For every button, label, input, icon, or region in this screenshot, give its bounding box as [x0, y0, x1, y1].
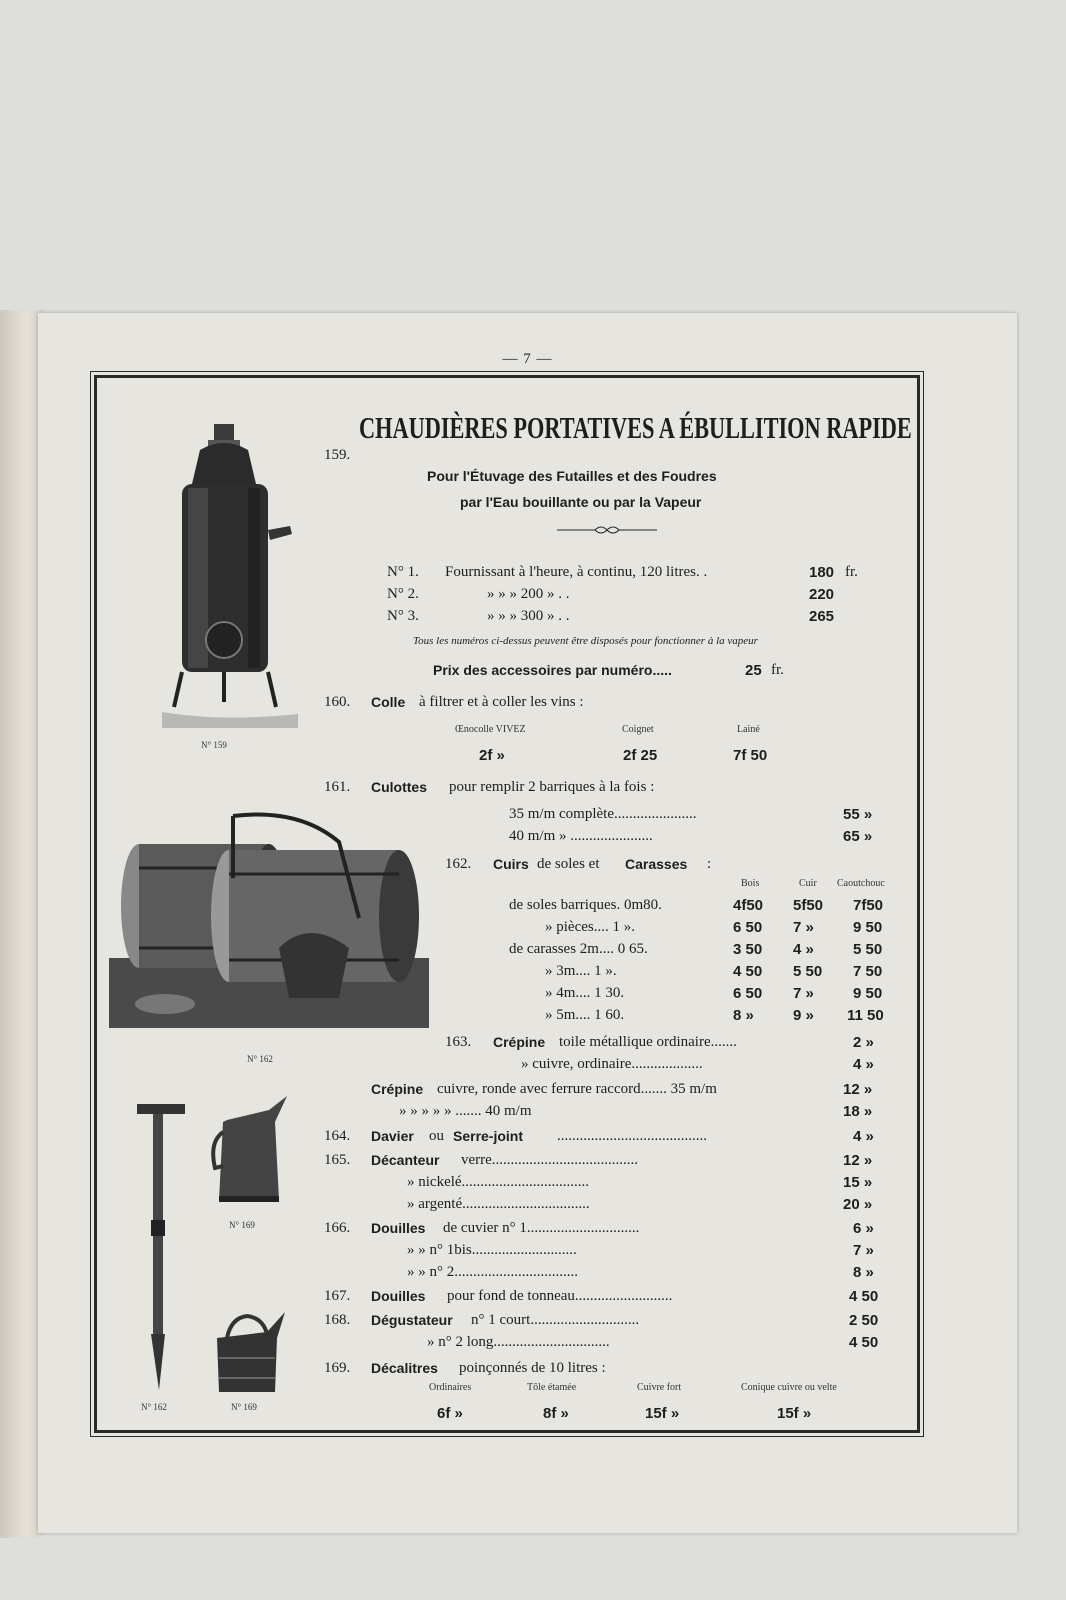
item-162-row-5-c1: 6 50 [733, 985, 763, 1002]
item-162-row-2-c1: 6 50 [733, 919, 763, 936]
item-165-row-3-price: 20 » [843, 1196, 873, 1213]
accessories-price: 25 [745, 662, 762, 679]
item-160-label: à filtrer et à coller les vins : [419, 694, 584, 710]
item-164-price: 4 » [853, 1128, 874, 1145]
item-167-bold: Douilles [371, 1288, 426, 1304]
item-161-label: pour remplir 2 barriques à la fois : [449, 779, 655, 795]
item-163-row-1-desc: toile métallique ordinaire....... [559, 1034, 737, 1050]
jug-illustration [209, 1092, 289, 1208]
item-162-label-bold: Cuirs [493, 856, 529, 872]
crepine-2-price: 12 » [843, 1081, 873, 1098]
item-165-row-1-bold: Décanteur [371, 1152, 440, 1168]
item-160-header-1: Œnocolle VIVEZ [455, 724, 526, 735]
item-168-number: 168. [324, 1312, 351, 1328]
item-163-row-2-price: 4 » [853, 1056, 874, 1073]
item-169-desc: poinçonnés de 10 litres : [459, 1360, 606, 1376]
item-165-number: 165. [324, 1152, 351, 1168]
item-168-row-2-desc: » n° 2 long............................... [427, 1334, 610, 1350]
item-162-row-3-c1: 3 50 [733, 941, 763, 958]
item-164-bold-2: Serre-joint [453, 1128, 524, 1144]
item-159-row-3-desc: » » » 300 » . . [487, 608, 570, 624]
item-164-mid: ou [429, 1128, 444, 1144]
item-162-row-3-c2: 4 » [793, 941, 814, 958]
item-162-row-5-c2: 7 » [793, 985, 814, 1002]
item-169-header-2: Tôle étamée [527, 1382, 577, 1393]
item-159-row-1-unit: fr. [845, 564, 858, 580]
item-169-header-4: Conique cuivre ou velte [741, 1382, 837, 1393]
item-159-row-2-no: N° 2. [387, 586, 419, 602]
crepine-3-desc: » » » » » ....... 40 m/m [399, 1103, 532, 1119]
item-166-row-3-desc: » » n° 2................................. [407, 1264, 578, 1280]
item-169-number: 169. [324, 1360, 351, 1376]
item-162-row-2-desc: » pièces.... 1 ». [545, 919, 635, 935]
pipe-illustration [135, 1100, 187, 1396]
item-159-note: Tous les numéros ci-dessus peuvent être disposés pour fonctionner à la vapeur [413, 635, 758, 647]
item-162-row-2-c3: 9 50 [853, 919, 883, 936]
barrels-illustration [109, 808, 431, 1048]
item-163-number: 163. [445, 1034, 472, 1050]
item-159-row-2-price: 220 [809, 586, 835, 603]
item-161-label-bold: Culottes [371, 779, 427, 795]
item-162-label-mid: de soles et [537, 856, 600, 872]
item-168-row-1-desc: n° 1 court............................. [471, 1312, 640, 1328]
item-161-number: 161. [324, 779, 351, 795]
item-166-row-2-price: 7 » [853, 1242, 874, 1259]
item-159-number: 159. [324, 447, 351, 463]
item-162-row-6-c2: 9 » [793, 1007, 814, 1024]
item-165-row-3-desc: » argenté.................................. [407, 1196, 590, 1212]
item-162-row-4-c3: 7 50 [853, 963, 883, 980]
item-166-row-2-desc: » » n° 1bis............................ [407, 1242, 577, 1258]
item-168-row-2-price: 4 50 [849, 1334, 879, 1351]
item-160-header-2: Coignet [622, 724, 654, 735]
item-159-row-1-price: 180 [809, 564, 835, 581]
accessories-label: Prix des accessoires par numéro..... [433, 662, 672, 678]
caption-169b: N° 169 [231, 1402, 257, 1412]
item-159-subtitle-2: par l'Eau bouillante ou par la Vapeur [460, 494, 702, 510]
item-161-row-1-desc: 35 m/m complète...................... [509, 806, 697, 822]
boiler-illustration [152, 422, 302, 734]
item-169-price-1: 6f » [437, 1405, 463, 1422]
item-160-price-3: 7f 50 [733, 747, 768, 764]
item-159-subtitle-1: Pour l'Étuvage des Futailles et des Foudres [427, 468, 717, 484]
item-161-row-1-price: 55 » [843, 806, 873, 823]
item-166-row-1-bold: Douilles [371, 1220, 426, 1236]
crepine-2-desc: cuivre, ronde avec ferrure raccord....... 35 m/m [437, 1081, 717, 1097]
item-162-row-6-desc: » 5m.... 1 60. [545, 1007, 625, 1023]
ornament-divider [557, 524, 657, 536]
item-169-header-1: Ordinaires [429, 1382, 472, 1393]
item-162-row-2-c2: 7 » [793, 919, 814, 936]
item-162-row-4-c2: 5 50 [793, 963, 823, 980]
item-160-price-1: 2f » [479, 747, 505, 764]
item-162-row-1-c2: 5f50 [793, 897, 824, 914]
item-162-label-end: : [707, 856, 712, 872]
crepine-2-bold: Crépine [371, 1081, 424, 1097]
page-number: — 7 — [502, 351, 553, 367]
page-title: CHAUDIÈRES PORTATIVES A ÉBULLITION RAPIDE [359, 410, 912, 445]
item-159-row-1-desc: Fournissant à l'heure, à continu, 120 litres. . [445, 564, 708, 580]
caption-159: N° 159 [201, 740, 227, 750]
item-169-bold: Décalitres [371, 1360, 438, 1376]
item-162-row-1-c3: 7f50 [853, 897, 884, 914]
item-160-price-2: 2f 25 [623, 747, 658, 764]
caption-169a: N° 169 [229, 1220, 255, 1230]
item-169-price-3: 15f » [645, 1405, 680, 1422]
measure-illustration [207, 1308, 287, 1396]
item-162-row-4-c1: 4 50 [733, 963, 763, 980]
item-161-row-2-price: 65 » [843, 828, 873, 845]
item-162-number: 162. [445, 856, 472, 872]
item-162-row-6-c3: 11 50 [847, 1007, 884, 1024]
item-160-label-bold: Colle [371, 694, 406, 710]
item-168-row-1-price: 2 50 [849, 1312, 879, 1329]
item-159-row-1-no: N° 1. [387, 564, 419, 580]
item-165-row-2-desc: » nickelé.................................. [407, 1174, 590, 1190]
caption-162b: N° 162 [141, 1402, 167, 1412]
item-166-row-3-price: 8 » [853, 1264, 874, 1281]
item-159-row-3-price: 265 [809, 608, 835, 625]
item-161-row-2-desc: 40 m/m » ...................... [509, 828, 653, 844]
item-167-number: 167. [324, 1288, 351, 1304]
item-163-row-2-desc: » cuivre, ordinaire................... [521, 1056, 703, 1072]
item-165-row-1-desc: verre....................................... [461, 1152, 639, 1168]
item-168-row-1-bold: Dégustateur [371, 1312, 453, 1328]
item-164-number: 164. [324, 1128, 351, 1144]
item-163-row-1-bold: Crépine [493, 1034, 546, 1050]
item-167-desc: pour fond de tonneau.......................... [447, 1288, 673, 1304]
content-frame [94, 375, 920, 1433]
item-162-row-5-c3: 9 50 [853, 985, 883, 1002]
item-162-row-4-desc: » 3m.... 1 ». [545, 963, 617, 979]
item-163-row-1-price: 2 » [853, 1034, 874, 1051]
item-162-row-6-c1: 8 » [733, 1007, 754, 1024]
item-169-price-4: 15f » [777, 1405, 812, 1422]
item-159-row-2-desc: » » » 200 » . . [487, 586, 570, 602]
item-162-row-3-desc: de carasses 2m.... 0 65. [509, 941, 648, 957]
item-162-row-3-c3: 5 50 [853, 941, 883, 958]
crepine-3-price: 18 » [843, 1103, 873, 1120]
item-162-header-cuir: Cuir [799, 878, 817, 889]
item-164-bold: Davier [371, 1128, 414, 1144]
item-169-price-2: 8f » [543, 1405, 569, 1422]
item-166-row-1-price: 6 » [853, 1220, 874, 1237]
item-162-label-bold-2: Carasses [625, 856, 688, 872]
accessories-unit: fr. [771, 662, 784, 678]
item-159-row-3-no: N° 3. [387, 608, 419, 624]
item-162-row-1-c1: 4f50 [733, 897, 764, 914]
item-165-row-1-price: 12 » [843, 1152, 873, 1169]
item-165-row-2-price: 15 » [843, 1174, 873, 1191]
item-162-header-bois: Bois [741, 878, 760, 889]
item-167-price: 4 50 [849, 1288, 879, 1305]
item-160-number: 160. [324, 694, 351, 710]
item-166-row-1-desc: de cuvier n° 1.............................. [443, 1220, 640, 1236]
item-160-header-3: Lainé [737, 724, 760, 735]
item-162-row-1-desc: de soles barriques. 0m80. [509, 897, 662, 913]
item-164-dots: ........................................ [557, 1128, 707, 1144]
caption-162a: N° 162 [247, 1054, 273, 1064]
item-162-row-5-desc: » 4m.... 1 30. [545, 985, 625, 1001]
catalog-page [38, 313, 1017, 1533]
item-169-header-3: Cuivre fort [637, 1382, 682, 1393]
item-162-header-caoutchouc: Caoutchouc [837, 878, 885, 889]
item-166-number: 166. [324, 1220, 351, 1236]
